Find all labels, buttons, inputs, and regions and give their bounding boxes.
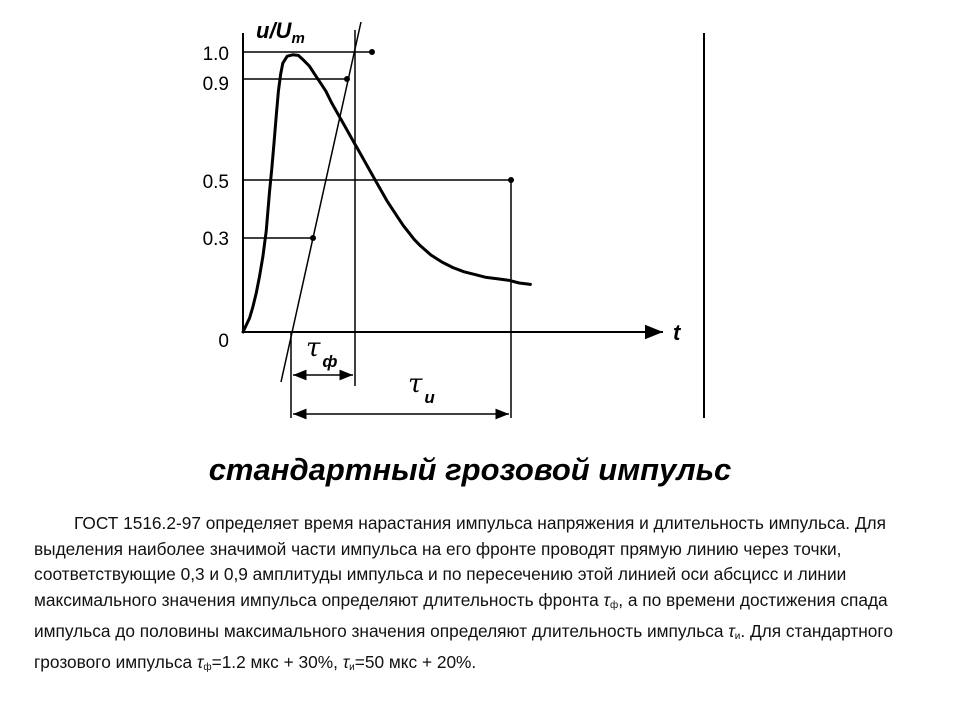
impulse-curve — [243, 55, 530, 332]
tau-front-symbol: τ — [603, 590, 611, 611]
y-tick-0.3: 0.3 — [202, 229, 229, 250]
y-axis-label: $u/U_m$ — [256, 18, 305, 47]
point-0.5-decay — [508, 177, 514, 183]
point-0.3 — [310, 235, 316, 241]
y-tick-0.9: 0.9 — [202, 74, 229, 95]
desc-text-1: ГОСТ 1516.2-97 определяет время нарастания импульса напряжения и длительность импульса. Для выделения наиболее значимой части импульса на его фронте проводят прямую линию через точки, соответствующие 0,3 и 0,9 амплитуды импульса и по пересечению этой линией оси абсцисс и линии максимального значения импульса определяют длительность фронта — [34, 513, 886, 611]
tau-front-label: τф — [306, 333, 338, 371]
description-paragraph — [34, 511, 924, 680]
front-tangent-line — [281, 22, 361, 382]
y-tick-0: 0 — [218, 331, 229, 352]
desc-text-3: . Для стандартного грозового импульса — [34, 620, 893, 672]
tau-front-sub-2: ф — [203, 661, 212, 673]
figure-caption: стандартный грозовой импульс — [208, 452, 732, 487]
desc-text-4: =1.2 мкс + 30%, — [211, 651, 343, 672]
tau-pulse-symbol-2: τ — [342, 651, 350, 672]
desc-text-2: , а по времени достижения спада импульса до половины максимального значения определяют длительность импульса — [34, 590, 888, 641]
tau-front-symbol-2: τ — [196, 651, 204, 672]
tau-pulse-label: τи — [408, 369, 435, 407]
point-0.9 — [344, 76, 350, 82]
tau-pulse-sub: и — [734, 630, 741, 642]
desc-text-5: =50 мкс + 20%. — [354, 651, 477, 672]
point-peak — [369, 49, 375, 55]
tau-front-sub: ф — [610, 600, 619, 612]
tau-pulse-sub-2: и — [349, 661, 355, 673]
tau-pulse-symbol: τ — [728, 620, 735, 641]
y-tick-1.0: 1.0 — [202, 44, 229, 65]
y-tick-0.5: 0.5 — [202, 172, 229, 193]
x-axis-label: t — [673, 320, 681, 345]
